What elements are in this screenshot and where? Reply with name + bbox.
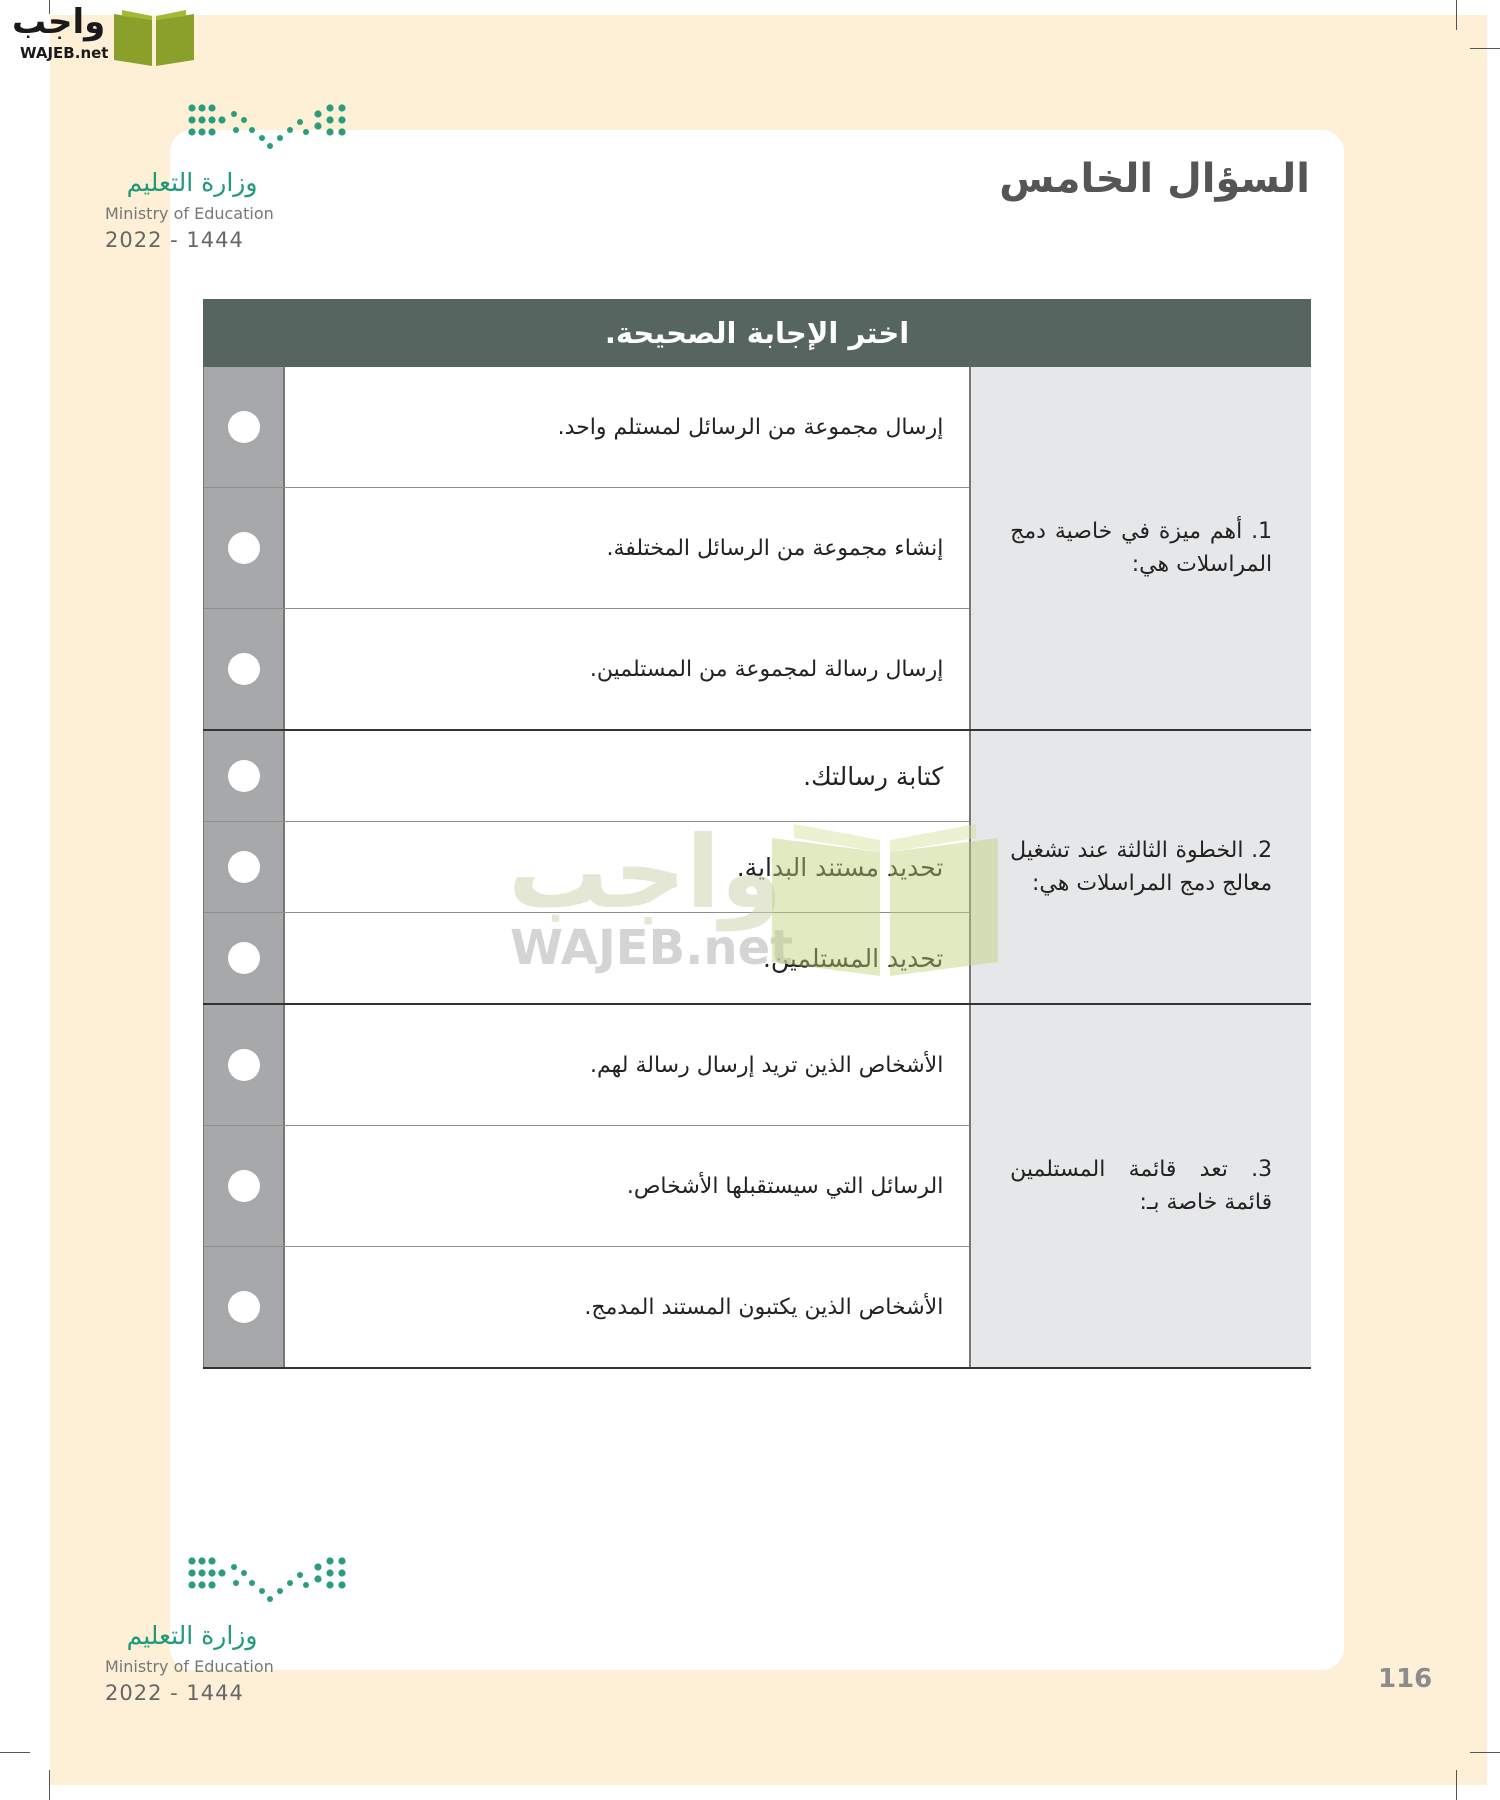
- option-row: [204, 609, 969, 729]
- radio-cell: [204, 1247, 285, 1367]
- question-group-3: [203, 1005, 1311, 1369]
- option-text: كتابة رسالتك.: [285, 731, 969, 821]
- logo-name-ar: واجب: [12, 2, 106, 42]
- radio-button[interactable]: [228, 1170, 260, 1202]
- option-text: تحديد المستلمين.: [285, 913, 969, 1003]
- radio-cell: [204, 822, 285, 912]
- option-text: إرسال رسالة لمجموعة من المستلمين.: [285, 609, 969, 729]
- ministry-name-ar: وزارة التعليم: [126, 168, 258, 197]
- crop-mark: [1470, 48, 1500, 49]
- radio-cell: [204, 1126, 285, 1246]
- ministry-logo-top: [100, 100, 300, 260]
- logo-name-en: WAJEB.net: [20, 44, 109, 62]
- question-group-2: [203, 731, 1311, 1005]
- option-row: [204, 822, 969, 913]
- question-table: [203, 299, 1311, 1369]
- option-row: [204, 1126, 969, 1247]
- question-group-1: [203, 367, 1311, 731]
- radio-button[interactable]: [228, 1049, 260, 1081]
- page-number: 116: [1378, 1664, 1433, 1694]
- table-header: اختر الإجابة الصحيحة.: [203, 299, 1311, 367]
- radio-button[interactable]: [228, 532, 260, 564]
- crop-mark: [0, 1752, 30, 1753]
- question-cell: [969, 1005, 1311, 1367]
- radio-cell: [204, 609, 285, 729]
- radio-button[interactable]: [228, 1291, 260, 1323]
- question-cell: [969, 367, 1311, 729]
- radio-button[interactable]: [228, 411, 260, 443]
- options-column: [203, 367, 969, 729]
- radio-button[interactable]: [228, 942, 260, 974]
- radio-button[interactable]: [228, 653, 260, 685]
- option-row: [204, 367, 969, 488]
- question-text: 1. أهم ميزة في خاصية دمج المراسلات هي:: [1010, 519, 1273, 577]
- ministry-dots-icon: [186, 1553, 356, 1615]
- question-cell: [969, 731, 1311, 1003]
- option-text: إرسال مجموعة من الرسائل لمستلم واحد.: [285, 367, 969, 487]
- book-icon: [112, 6, 196, 68]
- ministry-logo-bottom: [100, 1553, 300, 1713]
- watermark-name-ar: واجب: [508, 814, 783, 931]
- ministry-name-en: Ministry of Education: [105, 204, 274, 223]
- radio-cell: [204, 1005, 285, 1125]
- radio-button[interactable]: [228, 851, 260, 883]
- radio-cell: [204, 367, 285, 487]
- radio-cell: [204, 913, 285, 1003]
- crop-mark: [49, 1770, 50, 1800]
- option-row: [204, 731, 969, 822]
- radio-cell: [204, 731, 285, 821]
- ministry-name-en: Ministry of Education: [105, 1657, 274, 1676]
- option-row: [204, 913, 969, 1003]
- option-text: الأشخاص الذين يكتبون المستند المدمج.: [285, 1247, 969, 1367]
- options-column: [203, 731, 969, 1003]
- option-text: الرسائل التي سيستقبلها الأشخاص.: [285, 1126, 969, 1246]
- crop-mark: [1456, 0, 1457, 30]
- ministry-name-ar: وزارة التعليم: [126, 1621, 258, 1650]
- question-text: 2. الخطوة الثالثة عند تشغيل معالج دمج المراسلات هي:: [1010, 838, 1273, 896]
- option-row: [204, 1247, 969, 1367]
- options-column: [203, 1005, 969, 1367]
- ministry-year: 2022 - 1444: [105, 228, 244, 252]
- crop-mark: [1456, 1770, 1457, 1800]
- wajeb-logo[interactable]: [8, 2, 188, 68]
- option-text: إنشاء مجموعة من الرسائل المختلفة.: [285, 488, 969, 608]
- watermark-name-en: WAJEB.net: [510, 920, 794, 976]
- radio-cell: [204, 488, 285, 608]
- option-text: تحديد مستند البداية.: [285, 822, 969, 912]
- option-row: [204, 1005, 969, 1126]
- radio-button[interactable]: [228, 760, 260, 792]
- option-row: [204, 488, 969, 609]
- ministry-year: 2022 - 1444: [105, 1681, 244, 1705]
- question-text: 3. تعد قائمة المستلمين قائمة خاصة بـ:: [1010, 1157, 1273, 1215]
- ministry-dots-icon: [186, 100, 356, 162]
- option-text: الأشخاص الذين تريد إرسال رسالة لهم.: [285, 1005, 969, 1125]
- page-title: السؤال الخامس: [999, 156, 1310, 202]
- crop-mark: [1470, 1752, 1500, 1753]
